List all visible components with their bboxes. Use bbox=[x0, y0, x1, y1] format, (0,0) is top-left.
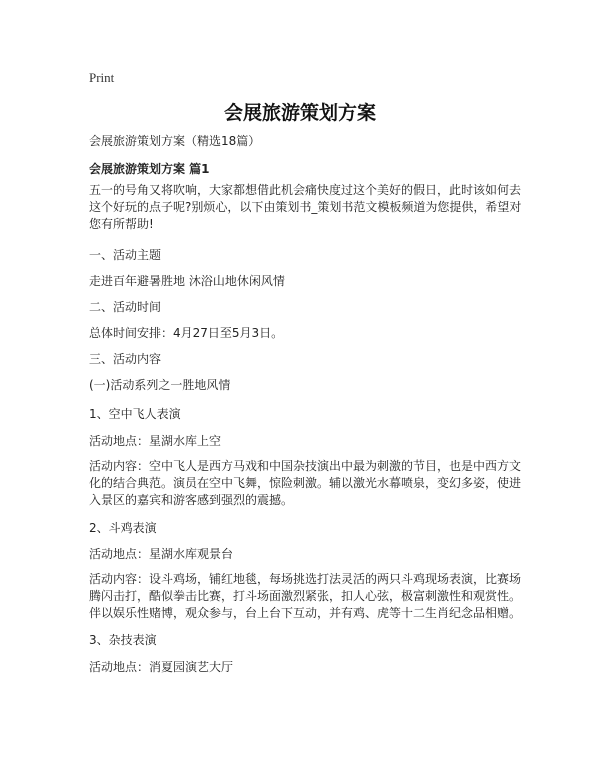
item1-title: 1、空中飞人表演 bbox=[89, 407, 181, 421]
item2-location: 活动地点：星湖水库观景台 bbox=[89, 547, 234, 561]
series-one: (一)活动系列之一胜地风情 bbox=[89, 378, 231, 392]
heading-theme: 一、活动主题 bbox=[89, 248, 162, 262]
document-subtitle: 会展旅游策划方案（精选18篇） bbox=[89, 134, 261, 148]
print-label: Print bbox=[89, 70, 115, 85]
item2-title: 2、斗鸡表演 bbox=[89, 521, 157, 535]
theme-text: 走进百年避暑胜地 沐浴山地休闲风情 bbox=[89, 274, 285, 288]
item1-location: 活动地点：星湖水库上空 bbox=[89, 434, 222, 448]
time-text: 总体时间安排：4月27日至5月3日。 bbox=[89, 326, 284, 340]
document-title: 会展旅游策划方案 bbox=[223, 102, 376, 124]
item3-title: 3、杂技表演 bbox=[89, 633, 157, 647]
item3-location: 活动地点：消夏园演艺大厅 bbox=[89, 660, 234, 674]
heading-content: 三、活动内容 bbox=[89, 352, 162, 366]
intro-paragraph: 五一的号角又将吹响，大家都想借此机会痛快度过这个美好的假日，此时该如何去这个好玩的点子呢?别烦心，以下由策划书_策划书范文模板频道为您提供，希望对您有所帮助! bbox=[89, 183, 522, 231]
section-heading: 会展旅游策划方案 篇1 bbox=[89, 162, 210, 176]
item1-content: 活动内容：空中飞人是西方马戏和中国杂技演出中最为刺激的节目，也是中西方文化的结合典范。演员在空中飞舞，惊险刺激。辅以激光水幕喷泉，变幻多姿，使进入景区的嘉宾和游客感到强烈的震撼。 bbox=[89, 459, 522, 507]
heading-time: 二、活动时间 bbox=[89, 300, 162, 314]
item2-content: 活动内容：设斗鸡场，铺红地毯，每场挑选打法灵活的两只斗鸡现场表演，比赛场腾闪击打，酷似拳击比赛，打斗场面激烈紧张，扣人心弦，极富刺激性和观赏性。伴以娱乐性赌博，观众参与，台上台下互动，并有鸡、虎等十二生肖纪念品相赠。 bbox=[89, 572, 522, 620]
